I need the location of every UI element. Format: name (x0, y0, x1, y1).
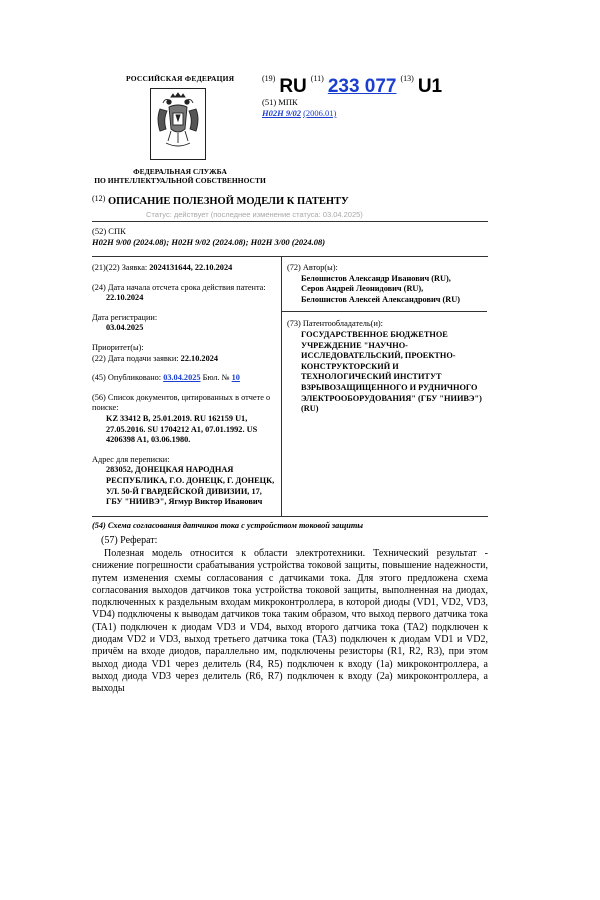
start-date-value: 22.10.2024 (106, 293, 144, 303)
published-label: (45) Опубликовано: (92, 373, 162, 383)
priority-label: Приоритет(ы): (92, 342, 144, 352)
divider-bottom (92, 516, 488, 517)
priority-value-label: (22) Дата подачи заявки: (92, 353, 179, 363)
ipc-label: (51) МПК (262, 97, 298, 107)
cpc-value: H02H 9/00 (2024.08); H02H 9/02 (2024.08); H02H 3/00 (2024.08) (92, 237, 326, 247)
kind-code: U1 (417, 76, 443, 97)
column-divider (281, 256, 282, 516)
ipc-version-link[interactable]: (2006.01) (303, 108, 337, 118)
holder-value: ГОСУДАРСТВЕННОЕ БЮДЖЕТНОЕ УЧРЕЖДЕНИЕ "НАУЧНО-ИССЛЕДОВАТЕЛЬСКИЙ, ПРОЕКТНО-КОНСТРУКТОРСКИЙ И ТЕХНОЛОГИЧЕСКИЙ ИНСТИТУТ ВЗРЫВОЗАЩИЩЕННОГО И РУДНИЧНОГО ЭЛЕКТРООБОРУДОВАНИЯ" (ГБУ "НИИВЭ") (RU) (301, 329, 482, 414)
status-text: Статус: действует (последнее изменение статуса: 03.04.2025) (146, 210, 363, 219)
registration-value: 03.04.2025 (106, 323, 144, 333)
ipc-class-link[interactable]: H02H 9/02 (262, 108, 301, 118)
address-label: Адрес для переписки: (92, 454, 170, 464)
published-date-link[interactable]: 03.04.2025 (163, 373, 201, 383)
author-3: Белошистов Алексей Александрович (RU) (301, 294, 461, 304)
bulletin-number-link[interactable]: 10 (231, 373, 240, 383)
agency-line-2: ПО ИНТЕЛЛЕКТУАЛЬНОЙ СОБСТВЕННОСТИ (94, 176, 266, 185)
coat-of-arms-emblem (150, 88, 206, 160)
abstract-heading: (57) Реферат: (101, 535, 158, 546)
code-13: (13) (400, 74, 414, 83)
holder-label: (73) Патентообладатель(и): (287, 319, 383, 329)
cpc-label: (52) СПК (92, 226, 126, 236)
left-bibliographic-column (92, 263, 278, 508)
title-code: (12) (92, 194, 106, 203)
author-2: Серов Андрей Леонидович (RU), (301, 284, 424, 294)
ipc-block (262, 97, 336, 119)
registration-label: Дата регистрации: (92, 312, 158, 322)
authors-label: (72) Автор(ы): (287, 263, 338, 272)
abstract-text: Полезная модель относится к области электротехники. Технический результат - снижение погрешности срабатывания устройства токовой защиты, повышение надежности, путем изменения схемы согласования с датчиками тока. Для этого предложена схема согласования выходов датчиков тока устройства токовой защиты, выполненная на диодах, подключенных к раздельным входам микроконтроллера, в которой диоды (VD1, VD2, VD3, VD4) подключены к выводам датчиков тока таким образом, что выход первого датчика тока (TA1) подключен к диодам VD3 и VD4, выход второго датчика тока (TA2) подключен к диодам VD2 и VD3, выход третьего датчика тока (TA3) подключен к диодам VD1 и VD2, причём на входе диодов, параллельно им, подключены резисторы (R1, R2, R3), при этом выход диода VD1 через делитель (R4, R5) подключен к входу (1а) микроконтроллера, а выход диода VD3 через делитель (R6, R7) подключен к входу (2а) микроконтроллера, а выходы (92, 548, 488, 695)
divider-cpc (92, 256, 488, 257)
patent-number-link[interactable]: 233 077 (327, 76, 397, 97)
right-divider (281, 311, 487, 319)
agency-name (92, 167, 268, 185)
divider-top (92, 221, 488, 222)
agency-line-1: ФЕДЕРАЛЬНАЯ СЛУЖБА (133, 167, 227, 176)
double-headed-eagle-icon (151, 89, 205, 159)
title-text: ОПИСАНИЕ ПОЛЕЗНОЙ МОДЕЛИ К ПАТЕНТУ (107, 196, 349, 207)
author-1: Белошистов Александр Иванович (RU), (301, 273, 451, 283)
document-title (92, 196, 349, 207)
application-label: (21)(22) Заявка: (92, 263, 148, 272)
country-name: РОССИЙСКАЯ ФЕДЕРАЦИЯ (126, 74, 235, 83)
citations-value: KZ 33412 B, 25.01.2019. RU 162159 U1, 27.05.2016. SU 1704212 A1, 07.01.1992. US 4206398 A1, 03.06.1980. (106, 413, 258, 445)
document-number-line (262, 76, 442, 98)
cpc-block (92, 226, 325, 248)
right-bibliographic-column (287, 263, 487, 415)
country-code: RU (279, 76, 307, 97)
utility-model-name: (54) Схема согласования датчиков тока с устройством токовой защиты (92, 521, 364, 530)
citations-label: (56) Список документов, цитированных в отчете о поиске: (92, 392, 271, 413)
bulletin-label: Бюл. № (202, 373, 230, 383)
start-date-label: (24) Дата начала отсчета срока действия патента: (92, 282, 266, 292)
application-value: 2024131644, 22.10.2024 (149, 263, 233, 272)
code-19: (19) (262, 74, 276, 83)
abstract-body (92, 548, 488, 696)
priority-value: 22.10.2024 (180, 353, 219, 363)
code-11: (11) (310, 74, 324, 83)
address-value: 283052, ДОНЕЦКАЯ НАРОДНАЯ РЕСПУБЛИКА, Г.О. ДОНЕЦК, Г. ДОНЕЦК, УЛ. 50-Й ГВАРДЕЙСКОЙ ДИВИЗИИ, 17, ГБУ "НИИВЭ", Ягмур Виктор Иванович (106, 465, 275, 507)
